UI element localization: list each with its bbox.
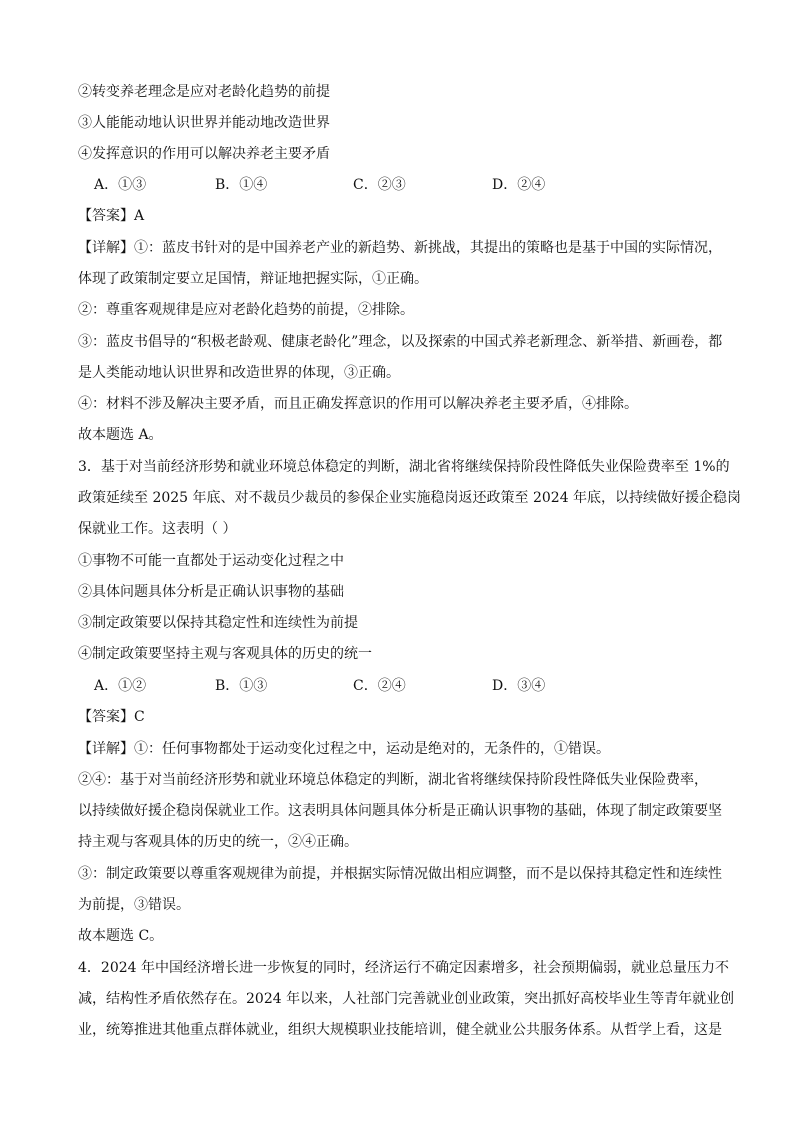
q3-detail-line: 持主观与客观具体的历史的统一，②④正确。 bbox=[78, 834, 358, 850]
q3-option-c: C．②④ bbox=[353, 678, 406, 694]
q2-option-d: D．②④ bbox=[492, 177, 546, 193]
q2-detail-line: 体现了政策制定要立足国情，辩证地把握实际，①正确。 bbox=[78, 271, 428, 287]
q3-detail-line: ③：制定政策要以尊重客观规律为前提，并根据实际情况做出相应调整，而不是以保持其稳定性和连续性 bbox=[78, 866, 722, 882]
q2-statement-3: ③人能能动地认识世界并能动地改造世界 bbox=[78, 115, 330, 131]
q3-option-a: A．①② bbox=[94, 678, 147, 694]
q2-answer: 【答案】A bbox=[78, 208, 145, 224]
q3-statement-1: ①事物不可能一直都处于运动变化过程之中 bbox=[78, 553, 344, 569]
q4-stem-line: 业，统筹推进其他重点群体就业，组织大规模职业技能培训，健全就业公共服务体系。从哲学上看，这是 bbox=[78, 1022, 722, 1038]
q2-detail-line: ④：材料不涉及解决主要矛盾，而且正确发挥意识的作用可以解决养老主要矛盾，④排除。 bbox=[78, 396, 638, 412]
q2-option-c: C．②③ bbox=[353, 177, 406, 193]
q3-option-d: D．③④ bbox=[492, 678, 546, 694]
q3-statement-3: ③制定政策要以保持其稳定性和连续性为前提 bbox=[78, 615, 358, 631]
q3-conclusion: 故本题选 C。 bbox=[78, 928, 164, 944]
q3-option-b: B．①③ bbox=[215, 678, 268, 694]
q3-statement-4: ④制定政策要坚持主观与客观具体的历史的统一 bbox=[78, 646, 372, 662]
q3-detail-line: 为前提，③错误。 bbox=[78, 897, 190, 913]
q4-stem-line: 4．2024 年中国经济增长进一步恢复的同时，经济运行不确定因素增多，社会预期偏弱，就业总量压力不 bbox=[78, 960, 729, 976]
q2-conclusion: 故本题选 A。 bbox=[78, 427, 163, 443]
q2-detail-line: ②：尊重客观规律是应对老龄化趋势的前提，②排除。 bbox=[78, 302, 414, 318]
q2-detail-line: 是人类能动地认识世界和改造世界的体现，③正确。 bbox=[78, 365, 400, 381]
q2-option-a: A．①③ bbox=[94, 177, 147, 193]
q3-statement-2: ②具体问题具体分析是正确认识事物的基础 bbox=[78, 584, 344, 600]
q4-stem-line: 减，结构性矛盾依然存在。2024 年以来，人社部门完善就业创业政策，突出抓好高校毕业生等青年就业创 bbox=[78, 991, 735, 1007]
q3-stem-line: 政策延续至 2025 年底、对不裁员少裁员的参保企业实施稳岗返还政策至 2024 年底，以持续做好援企稳岗 bbox=[78, 490, 742, 506]
q2-option-b: B．①④ bbox=[215, 177, 268, 193]
q2-detail-line: ③：蓝皮书倡导的“积极老龄观、健康老龄化”理念，以及探索的中国式养老新理念、新举措、新画卷，都 bbox=[78, 334, 723, 350]
q3-stem-line: 保就业工作。这表明（ ） bbox=[78, 521, 237, 537]
q2-statement-2: ②转变养老理念是应对老龄化趋势的前提 bbox=[78, 84, 330, 100]
q3-detail-line: 以持续做好援企稳岗保就业工作。这表明具体问题具体分析是正确认识事物的基础，体现了制定政策要坚 bbox=[78, 803, 722, 819]
q2-detail-line: 【详解】①：蓝皮书针对的是中国养老产业的新趋势、新挑战，其提出的策略也是基于中国的实际情况， bbox=[78, 240, 722, 256]
q3-detail-line: ②④：基于对当前经济形势和就业环境总体稳定的判断，湖北省将继续保持阶段性降低失业保险费率， bbox=[78, 772, 708, 788]
q3-stem-line: 3．基于对当前经济形势和就业环境总体稳定的判断，湖北省将继续保持阶段性降低失业保险费率至 1%的 bbox=[78, 459, 730, 475]
q3-answer: 【答案】C bbox=[78, 709, 145, 725]
q2-statement-4: ④发挥意识的作用可以解决养老主要矛盾 bbox=[78, 146, 330, 162]
q3-detail-line: 【详解】①：任何事物都处于运动变化过程之中，运动是绝对的，无条件的，①错误。 bbox=[78, 741, 610, 757]
